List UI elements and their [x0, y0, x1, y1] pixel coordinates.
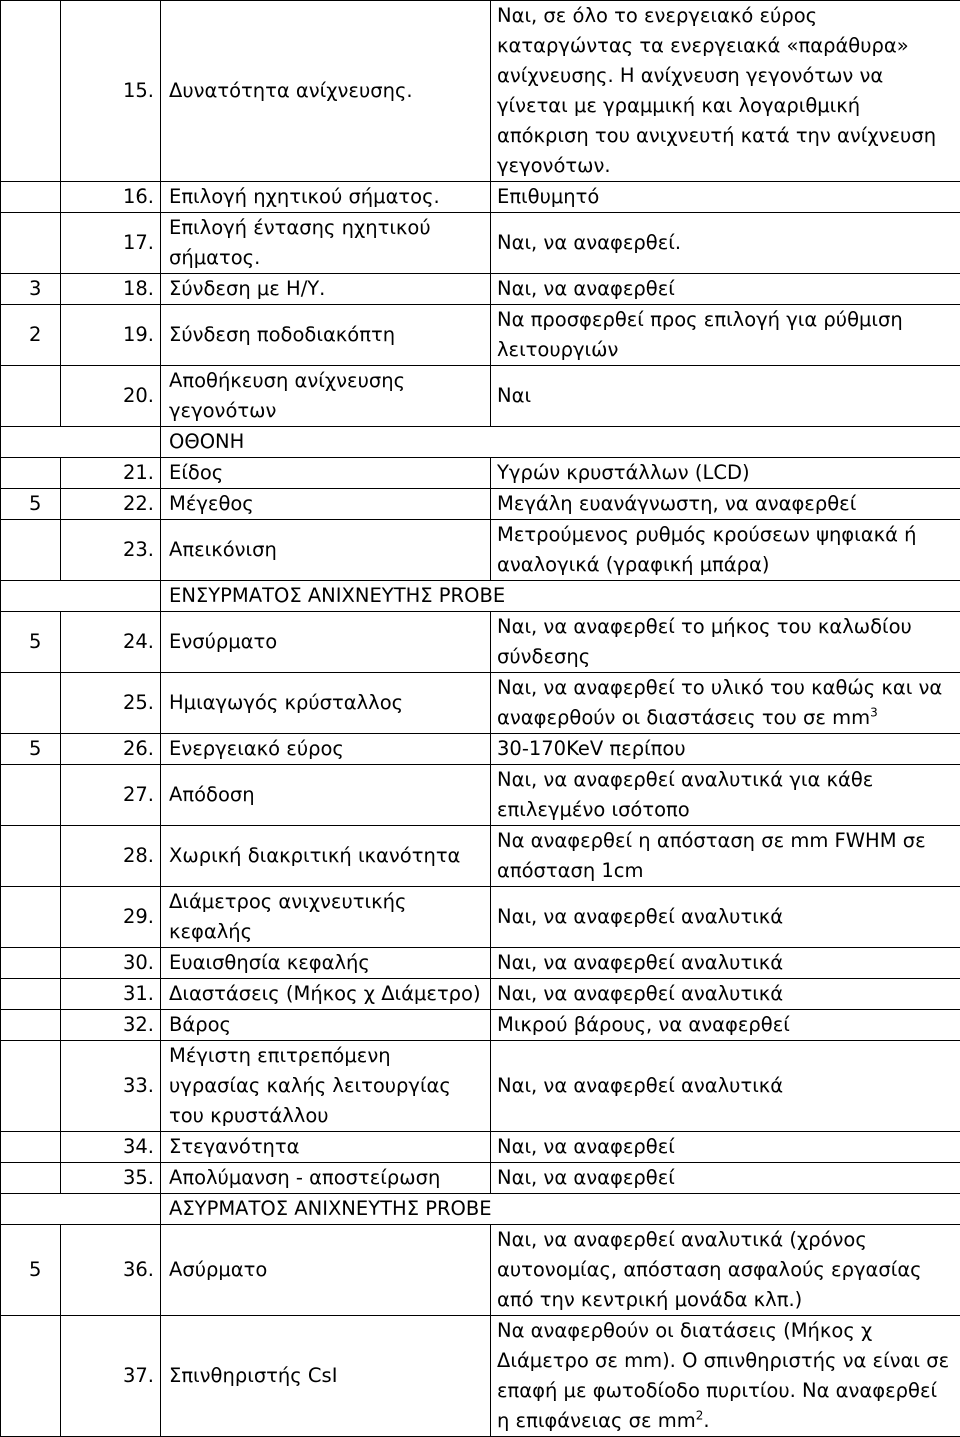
row-value: Ναι, να αναφερθεί — [491, 1132, 960, 1163]
row-feature: Είδος — [161, 458, 491, 489]
section-empty-cell — [1, 427, 161, 458]
row-points — [1, 520, 61, 581]
row-value: Ναι, να αναφερθεί. — [491, 213, 960, 274]
row-feature: Απεικόνιση — [161, 520, 491, 581]
spec-row — [1, 1010, 960, 1041]
row-points — [1, 673, 61, 734]
row-points — [1, 1316, 61, 1437]
row-number: 15. — [61, 1, 161, 182]
value-superscript: 3 — [870, 706, 878, 720]
row-feature: Απολύμανση - αποστείρωση — [161, 1163, 491, 1194]
row-points: 2 — [1, 305, 61, 366]
row-number: 18. — [61, 274, 161, 305]
spec-row — [1, 366, 960, 427]
row-number: 27. — [61, 765, 161, 826]
spec-row — [1, 305, 960, 366]
value-tail: . — [703, 1409, 709, 1432]
row-feature: Δυνατότητα ανίχνευσης. — [161, 1, 491, 182]
row-number: 34. — [61, 1132, 161, 1163]
row-feature: Μέγιστη επιτρεπόμενη υγρασίας καλής λειτουργίας του κρυστάλλου — [161, 1041, 491, 1132]
row-points — [1, 1041, 61, 1132]
row-value — [491, 673, 960, 734]
row-number: 29. — [61, 887, 161, 948]
section-empty-cell — [1, 1194, 161, 1225]
spec-row — [1, 765, 960, 826]
row-points — [1, 1, 61, 182]
row-feature: Ενεργειακό εύρος — [161, 734, 491, 765]
row-feature: Στεγανότητα — [161, 1132, 491, 1163]
row-number: 16. — [61, 182, 161, 213]
row-value: Ναι, να αναφερθεί αναλυτικά (χρόνος αυτονομίας, απόσταση ασφαλούς εργασίας από την κεντρική μονάδα κλπ.) — [491, 1225, 960, 1316]
spec-row — [1, 1132, 960, 1163]
spec-row — [1, 182, 960, 213]
row-points — [1, 1132, 61, 1163]
row-feature: Επιλογή ηχητικού σήματος. — [161, 182, 491, 213]
row-number: 30. — [61, 948, 161, 979]
row-value: Ναι, σε όλο το ενεργειακό εύρος καταργώντας τα ενεργειακά «παράθυρα» ανίχνευσης. Η ανίχνευση γεγονότων να γίνεται με γραμμική και λογαριθμική απόκριση του ανιχνευτή κατά την ανίχνευση γεγονότων. — [491, 1, 960, 182]
spec-row — [1, 1163, 960, 1194]
spec-row — [1, 1316, 960, 1437]
section-heading: ΑΣΥΡΜΑΤΟΣ ΑΝΙΧΝΕΥΤΗΣ PROBE — [161, 1194, 960, 1225]
row-number: 22. — [61, 489, 161, 520]
row-number: 23. — [61, 520, 161, 581]
row-number: 36. — [61, 1225, 161, 1316]
row-value: Ναι, να αναφερθεί αναλυτικά — [491, 887, 960, 948]
row-number: 37. — [61, 1316, 161, 1437]
row-value: Ναι, να αναφερθεί αναλυτικά για κάθε επιλεγμένο ισότοπο — [491, 765, 960, 826]
row-feature: Σύνδεση με Η/Υ. — [161, 274, 491, 305]
spec-row — [1, 1, 960, 182]
row-feature: Μέγεθος — [161, 489, 491, 520]
spec-row — [1, 887, 960, 948]
row-feature: Σπινθηριστής CsI — [161, 1316, 491, 1437]
row-number: 25. — [61, 673, 161, 734]
row-feature: Απόδοση — [161, 765, 491, 826]
spec-row — [1, 520, 960, 581]
row-value: Μικρού βάρους, να αναφερθεί — [491, 1010, 960, 1041]
value-text: Να αναφερθούν οι διατάσεις (Μήκος χ Διάμετρο σε mm). Ο σπινθηριστής να είναι σε επαφή με φωτοδίοδο πυριτίου. Να αναφερθεί η επιφάνειας σε mm — [497, 1319, 949, 1432]
section-row — [1, 427, 960, 458]
spec-row — [1, 948, 960, 979]
row-number: 28. — [61, 826, 161, 887]
row-feature: Βάρος — [161, 1010, 491, 1041]
row-points — [1, 213, 61, 274]
row-number: 32. — [61, 1010, 161, 1041]
row-points: 5 — [1, 1225, 61, 1316]
spec-row — [1, 734, 960, 765]
spec-row — [1, 489, 960, 520]
spec-row — [1, 673, 960, 734]
row-feature: Ενσύρματο — [161, 612, 491, 673]
spec-row — [1, 213, 960, 274]
row-points — [1, 182, 61, 213]
row-points — [1, 1010, 61, 1041]
spec-row — [1, 274, 960, 305]
row-number: 31. — [61, 979, 161, 1010]
row-number: 19. — [61, 305, 161, 366]
row-feature: Επιλογή έντασης ηχητικού σήματος. — [161, 213, 491, 274]
value-superscript: 2 — [696, 1409, 704, 1423]
section-row — [1, 581, 960, 612]
section-empty-cell — [1, 581, 161, 612]
row-feature: Ευαισθησία κεφαλής — [161, 948, 491, 979]
spec-row — [1, 1041, 960, 1132]
spec-row — [1, 458, 960, 489]
row-number: 35. — [61, 1163, 161, 1194]
row-value: Ναι — [491, 366, 960, 427]
row-points: 5 — [1, 734, 61, 765]
row-value: Υγρών κρυστάλλων (LCD) — [491, 458, 960, 489]
row-value: Να αναφερθεί η απόσταση σε mm FWHM σε απόσταση 1cm — [491, 826, 960, 887]
section-heading: ΟΘΟΝΗ — [161, 427, 960, 458]
row-feature: Ασύρματο — [161, 1225, 491, 1316]
section-heading: ΕΝΣΥΡΜΑΤΟΣ ΑΝΙΧΝΕΥΤΗΣ PROBE — [161, 581, 960, 612]
row-value: Ναι, να αναφερθεί — [491, 274, 960, 305]
spec-row — [1, 1225, 960, 1316]
row-feature: Σύνδεση ποδοδιακόπτη — [161, 305, 491, 366]
row-points — [1, 1163, 61, 1194]
row-value: Μετρούμενος ρυθμός κρούσεων ψηφιακά ή αναλογικά (γραφική μπάρα) — [491, 520, 960, 581]
spec-row — [1, 612, 960, 673]
spec-row — [1, 826, 960, 887]
spec-row — [1, 979, 960, 1010]
row-feature: Χωρική διακριτική ικανότητα — [161, 826, 491, 887]
row-points — [1, 366, 61, 427]
section-row — [1, 1194, 960, 1225]
row-number: 17. — [61, 213, 161, 274]
row-value: Μεγάλη ευανάγνωστη, να αναφερθεί — [491, 489, 960, 520]
row-value: Ναι, να αναφερθεί — [491, 1163, 960, 1194]
row-number: 26. — [61, 734, 161, 765]
value-text: Ναι, να αναφερθεί το υλικό του καθώς και να αναφερθούν οι διαστάσεις του σε mm — [497, 676, 942, 729]
row-feature: Αποθήκευση ανίχνευσης γεγονότων — [161, 366, 491, 427]
row-points: 5 — [1, 489, 61, 520]
row-points — [1, 458, 61, 489]
row-points — [1, 887, 61, 948]
row-points — [1, 948, 61, 979]
row-value: 30-170KeV περίπου — [491, 734, 960, 765]
row-points — [1, 979, 61, 1010]
row-number: 33. — [61, 1041, 161, 1132]
row-value: Ναι, να αναφερθεί το μήκος του καλωδίου σύνδεσης — [491, 612, 960, 673]
row-number: 20. — [61, 366, 161, 427]
row-feature: Διάμετρος ανιχνευτικής κεφαλής — [161, 887, 491, 948]
row-points: 3 — [1, 274, 61, 305]
row-feature: Ημιαγωγός κρύσταλλος — [161, 673, 491, 734]
row-value: Επιθυμητό — [491, 182, 960, 213]
row-points: 5 — [1, 612, 61, 673]
row-value: Ναι, να αναφερθεί αναλυτικά — [491, 948, 960, 979]
row-points — [1, 826, 61, 887]
row-number: 24. — [61, 612, 161, 673]
row-value: Να προσφερθεί προς επιλογή για ρύθμιση λειτουργιών — [491, 305, 960, 366]
row-number: 21. — [61, 458, 161, 489]
row-value: Ναι, να αναφερθεί αναλυτικά — [491, 979, 960, 1010]
row-value — [491, 1316, 960, 1437]
row-value: Ναι, να αναφερθεί αναλυτικά — [491, 1041, 960, 1132]
row-points — [1, 765, 61, 826]
row-feature: Διαστάσεις (Μήκος χ Διάμετρο) — [161, 979, 491, 1010]
